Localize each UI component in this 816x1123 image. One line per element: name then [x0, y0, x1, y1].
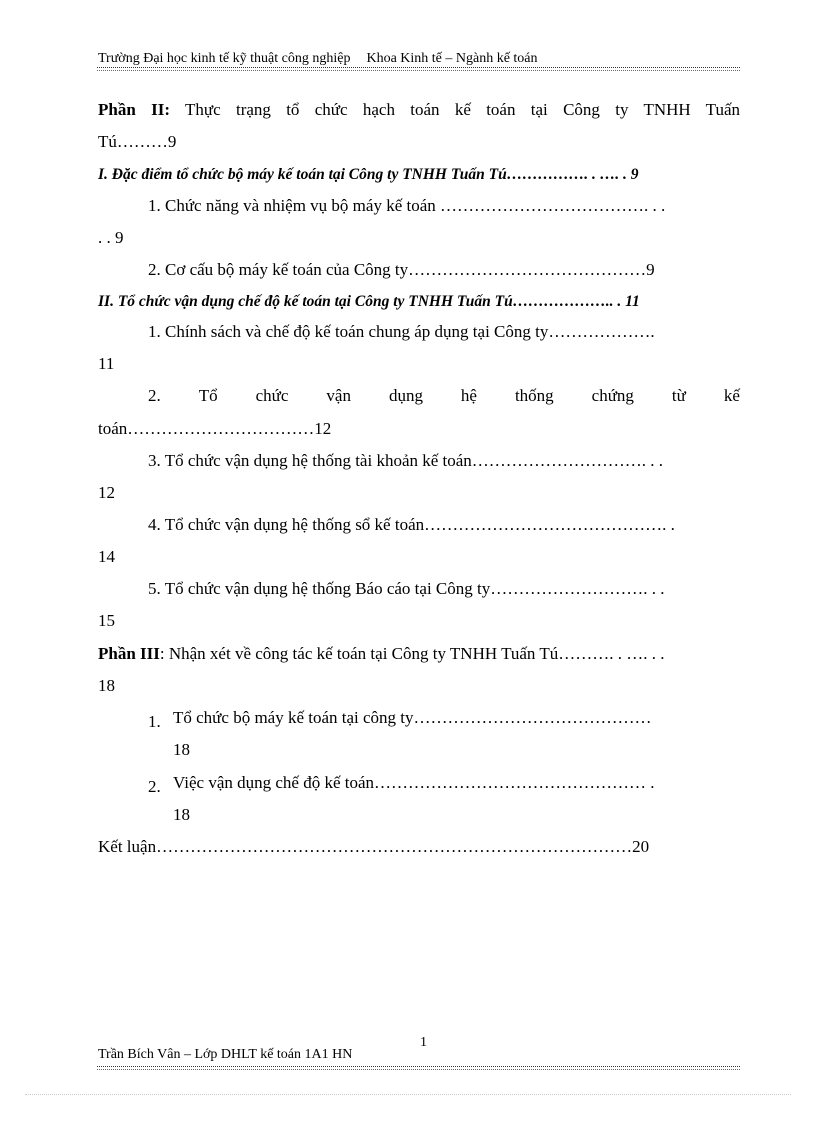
- toc-part-2-text: Thực trạng tổ chức hạch toán kế toán tại Công ty TNHH Tuấn: [185, 100, 740, 119]
- toc-item-2-2: [148, 386, 740, 406]
- toc-part-2: [98, 100, 740, 120]
- toc-item-2-1-cont: 11: [98, 354, 115, 373]
- toc-part-3-cont: 18: [98, 676, 115, 695]
- toc-section-1: I. Đặc điểm tổ chức bộ máy kế toán tại Công ty TNHH Tuấn Tú……………. . …. . 9: [98, 166, 639, 183]
- footer-rule-2: [97, 1069, 740, 1070]
- toc-part-3: [98, 644, 740, 664]
- page-footer: Trần Bích Vân – Lớp DHLT kế toán 1A1 HN: [98, 1047, 353, 1062]
- toc-part-2-label: Phần II:: [98, 100, 170, 119]
- toc-item-3-2-num: 2.: [148, 777, 161, 796]
- toc-conclusion: Kết luận…………………………………………………………………………20: [98, 837, 650, 856]
- toc-item-1-1: 1. Chức năng và nhiệm vụ bộ máy kế toán ………………………………. . .: [148, 196, 666, 215]
- toc-item-2-2-word: dụng: [388, 386, 423, 405]
- page-bottom-edge: [25, 1094, 791, 1095]
- header-rule-2: [97, 70, 740, 71]
- toc-item-2-3-cont: 12: [98, 483, 115, 502]
- toc-section-2: II. Tổ chức vận dụng chế độ kế toán tại Công ty TNHH Tuấn Tú……………….. . 11: [98, 293, 640, 310]
- toc-item-2-2-cont: toán……………………………12: [98, 419, 332, 438]
- toc-item-2-2-word: 2.: [148, 386, 161, 405]
- toc-part-3-text: : Nhận xét về công tác kế toán tại Công ty TNHH Tuấn Tú………. . …. . .: [159, 644, 665, 663]
- toc-item-2-3: 3. Tổ chức vận dụng hệ thống tài khoản kế toán…………………………. . .: [148, 451, 664, 470]
- page-header: [98, 51, 538, 67]
- footer-rule: [97, 1066, 740, 1067]
- toc-item-2-1: 1. Chính sách và chế độ kế toán chung áp dụng tại Công ty……………….: [148, 322, 655, 341]
- toc-item-3-1: Tổ chức bộ máy kế toán tại công ty……………………………………: [173, 708, 652, 727]
- toc-item-2-4: 4. Tổ chức vận dụng hệ thống sổ kế toán……………………………………. .: [148, 515, 675, 534]
- toc-item-2-2-word: chức: [255, 386, 289, 405]
- toc-item-2-5-cont: 15: [98, 611, 115, 630]
- toc-item-2-2-word: thống: [514, 386, 554, 405]
- toc-item-1-2: 2. Cơ cấu bộ máy kế toán của Công ty……………………………………9: [148, 260, 655, 279]
- toc-item-3-1-cont: 18: [173, 740, 190, 759]
- toc-item-2-2-word: từ: [671, 386, 686, 405]
- header-school: Trường Đại học kinh tế kỹ thuật công nghiệp: [98, 51, 351, 66]
- toc-item-2-2-word: Tổ: [198, 386, 218, 405]
- toc-part-2-cont: Tú………9: [98, 132, 177, 151]
- toc-part-3-label: Phần III: [98, 644, 160, 663]
- page-number: 1: [420, 1035, 427, 1050]
- header-dept: Khoa Kinh tế – Ngành kế toán: [366, 51, 538, 66]
- toc-item-1-1-cont: . . 9: [98, 228, 124, 247]
- toc-item-3-2: Việc vận dụng chế độ kế toán………………………………………… .: [173, 773, 655, 792]
- toc-item-2-4-cont: 14: [98, 547, 115, 566]
- toc-item-2-2-word: kế: [723, 386, 740, 405]
- header-rule: [97, 67, 740, 68]
- toc-item-3-2-cont: 18: [173, 805, 190, 824]
- toc-item-3-1-num: 1.: [148, 712, 161, 731]
- toc-item-2-2-word: hệ: [460, 386, 477, 405]
- toc-item-2-2-word: chứng: [591, 386, 634, 405]
- toc-item-2-2-word: vận: [326, 386, 351, 405]
- toc-item-2-5: 5. Tổ chức vận dụng hệ thống Báo cáo tại Công ty………………………. . .: [148, 579, 665, 598]
